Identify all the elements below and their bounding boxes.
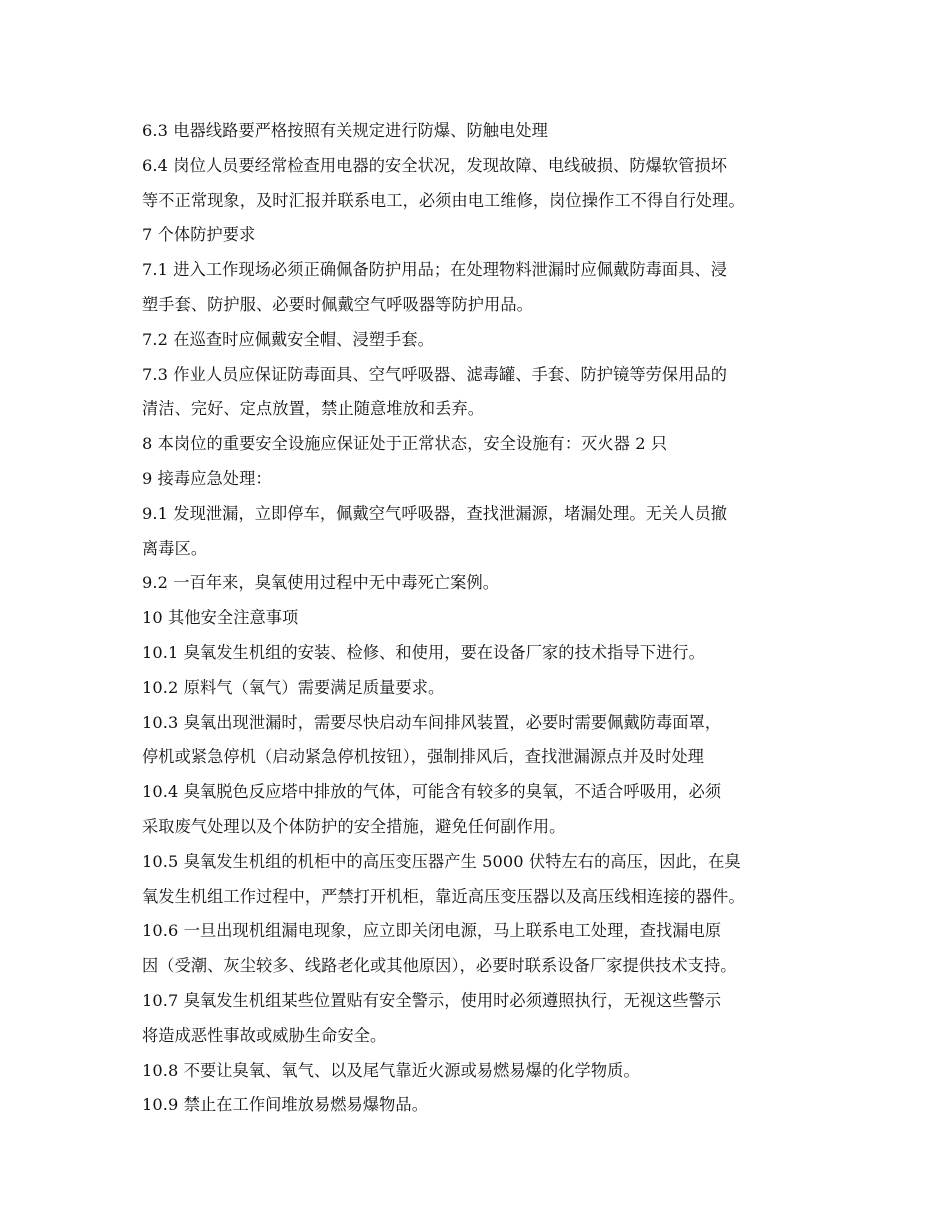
- text-line: 7.2 在巡查时应佩戴安全帽、浸塑手套。: [142, 329, 434, 349]
- text-line: 10.2 原料气（氧气）需要满足质量要求。: [142, 677, 445, 697]
- section-heading: 10 其他安全注意事项: [142, 608, 299, 628]
- text-line: 10.5 臭氧发生机组的机柜中的高压变压器产生 5000 伏特左右的高压，因此，在臭: [142, 851, 741, 871]
- text-line: 9.2 一百年来，臭氧使用过程中无中毒死亡案例。: [142, 573, 500, 593]
- text-line: 10.8 不要让臭氧、氧气、以及尾气靠近火源或易燃易爆的化学物质。: [142, 1060, 640, 1080]
- text-line: 塑手套、防护服、必要时佩戴空气呼吸器等防护用品。: [142, 294, 533, 314]
- text-line: 7.3 作业人员应保证防毒面具、空气呼吸器、滤毒罐、手套、防护镜等劳保用品的: [142, 364, 728, 384]
- text-line: 氧发生机组工作过程中，严禁打开机柜，靠近高压变压器以及高压线相连接的器件。: [142, 886, 745, 906]
- text-line: 10.6 一旦出现机组漏电现象，应立即关闭电源，马上联系电工处理，查找漏电原: [142, 921, 722, 941]
- text-line: 离毒区。: [142, 538, 208, 558]
- text-line: 采取废气处理以及个体防护的安全措施，避免任何副作用。: [142, 816, 566, 836]
- text-line: 将造成恶性事故或威胁生命安全。: [142, 1025, 387, 1045]
- text-line: 10.4 臭氧脱色反应塔中排放的气体，可能含有较多的臭氧，不适合呼吸用，必须: [142, 782, 722, 802]
- text-line: 6.3 电器线路要严格按照有关规定进行防爆、防触电处理: [142, 121, 548, 140]
- text-line: 停机或紧急停机（启动紧急停机按钮），强制排风后，查找泄漏源点并及时处理: [142, 747, 704, 767]
- text-line: 10.9 禁止在工作间堆放易燃易爆物品。: [142, 1095, 428, 1115]
- text-line: 10.7 臭氧发生机组某些位置贴有安全警示，使用时必须遵照执行，无视这些警示: [142, 990, 722, 1010]
- text-line: 7.1 进入工作现场必须正确佩备防护用品；在处理物料泄漏时应佩戴防毒面具、浸: [142, 260, 728, 280]
- section-heading: 9 接毒应急处理：: [142, 468, 272, 488]
- text-line: 清洁、完好、定点放置，禁止随意堆放和丢弃。: [142, 399, 485, 419]
- section-heading: 7 个体防护要求: [142, 225, 256, 245]
- text-line: 10.1 臭氧发生机组的安装、检修、和使用，要在设备厂家的技术指导下进行。: [142, 642, 705, 662]
- section-heading: 8 本岗位的重要安全设施应保证处于正常状态，安全设施有：灭火器 2 只: [142, 434, 668, 454]
- document-body: [142, 114, 832, 1123]
- text-line: 因（受潮、灰尘较多、线路老化或其他原因），必要时联系设备厂家提供技术支持。: [142, 956, 737, 976]
- text-line: 10.3 臭氧出现泄漏时，需要尽快启动车间排风装置，必要时需要佩戴防毒面罩，: [142, 712, 722, 732]
- text-line: 等不正常现象，及时汇报并联系电工，必须由电工维修，岗位操作工不得自行处理。: [142, 190, 745, 210]
- text-line: 6.4 岗位人员要经常检查用电器的安全状况，发现故障、电线破损、防爆软管损坏: [142, 155, 728, 175]
- text-line: 9.1 发现泄漏，立即停车，佩戴空气呼吸器，查找泄漏源，堵漏处理。无关人员撤: [142, 503, 728, 523]
